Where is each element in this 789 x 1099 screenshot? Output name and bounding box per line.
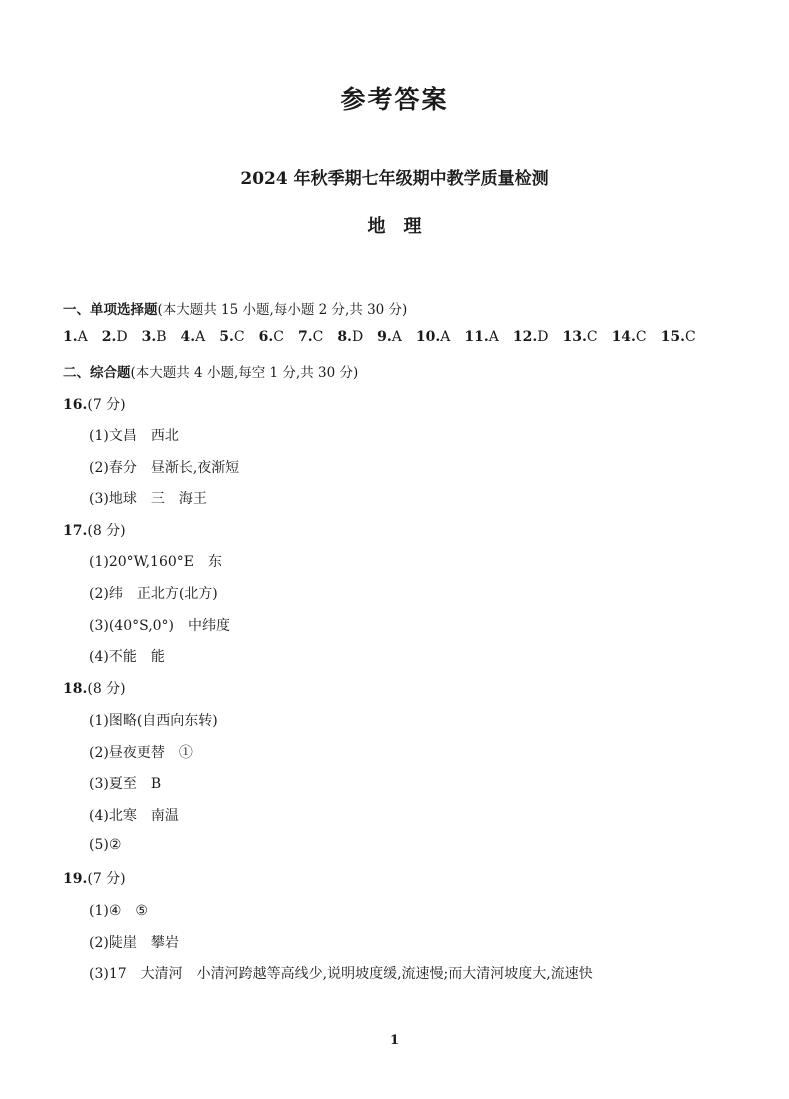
page-number: 1	[389, 1033, 400, 1048]
mc-answer: 6.C	[258, 329, 284, 345]
mc-answer-row	[63, 329, 696, 345]
q16-answer-line: (1)文昌 西北	[89, 428, 179, 444]
question-17-title: 17.(8 分)	[63, 523, 126, 539]
section2-label: 二、综合题	[63, 365, 131, 381]
mc-answer: 14.C	[611, 329, 647, 345]
q18-answer-line: (1)图略(自西向东转)	[89, 713, 218, 729]
q18-answer-line: (2)昼夜更替 ①	[89, 745, 193, 761]
q18-answer-line: (4)北寒 南温	[89, 808, 179, 824]
exam-subtitle: 2024 年秋季期七年级期中教学质量检测	[240, 169, 549, 189]
mc-answer: 13.C	[562, 329, 598, 345]
subject-title: 地理	[367, 216, 440, 237]
mc-answer: 11.A	[464, 329, 499, 345]
q17-answer-line: (3)(40°S,0°) 中纬度	[89, 618, 231, 634]
mc-answer: 8.D	[337, 329, 364, 345]
q16-answer-line: (3)地球 三 海王	[89, 491, 207, 507]
question-18-title: 18.(8 分)	[63, 681, 126, 697]
q18-answer-line: (3)夏至 B	[89, 776, 162, 792]
mc-answer: 5.C	[219, 329, 245, 345]
page-title: 参考答案	[340, 85, 449, 114]
q18-answer-line: (5)②	[89, 837, 122, 853]
mc-answer: 2.D	[101, 329, 128, 345]
mc-answer: 10.A	[415, 329, 451, 345]
q17-answer-line: (1)20°W,160°E 东	[89, 554, 222, 570]
q17-answer-line: (4)不能 能	[89, 649, 165, 665]
section1-note: (本大题共 15 小题,每小题 2 分,共 30 分)	[157, 302, 408, 318]
q16-answer-line: (2)春分 昼渐长,夜渐短	[89, 460, 240, 476]
section2-note: (本大题共 4 小题,每空 1 分,共 30 分)	[130, 365, 359, 381]
mc-answer: 1.A	[63, 329, 88, 345]
question-16-title: 16.(7 分)	[63, 397, 126, 413]
mc-answer: 9.A	[377, 329, 402, 345]
section2-heading	[63, 361, 358, 381]
mc-answer: 3.B	[141, 329, 167, 345]
q17-answer-line: (2)纬 正北方(北方)	[89, 586, 218, 602]
q19-answer-line: (3)17 大清河 小清河跨越等高线少,说明坡度缓,流速慢;而大清河坡度大,流速快	[89, 966, 593, 982]
mc-answer: 7.C	[297, 329, 324, 345]
question-19-title: 19.(7 分)	[63, 871, 126, 887]
mc-answer: 15.C	[660, 329, 696, 345]
mc-answer: 12.D	[512, 329, 549, 345]
q19-answer-line: (2)陡崖 攀岩	[89, 935, 179, 951]
section1-heading	[63, 298, 407, 318]
section1-label: 一、单项选择题	[63, 302, 158, 318]
q19-answer-line: (1)④ ⑤	[89, 903, 148, 919]
mc-answer: 4.A	[180, 329, 206, 345]
